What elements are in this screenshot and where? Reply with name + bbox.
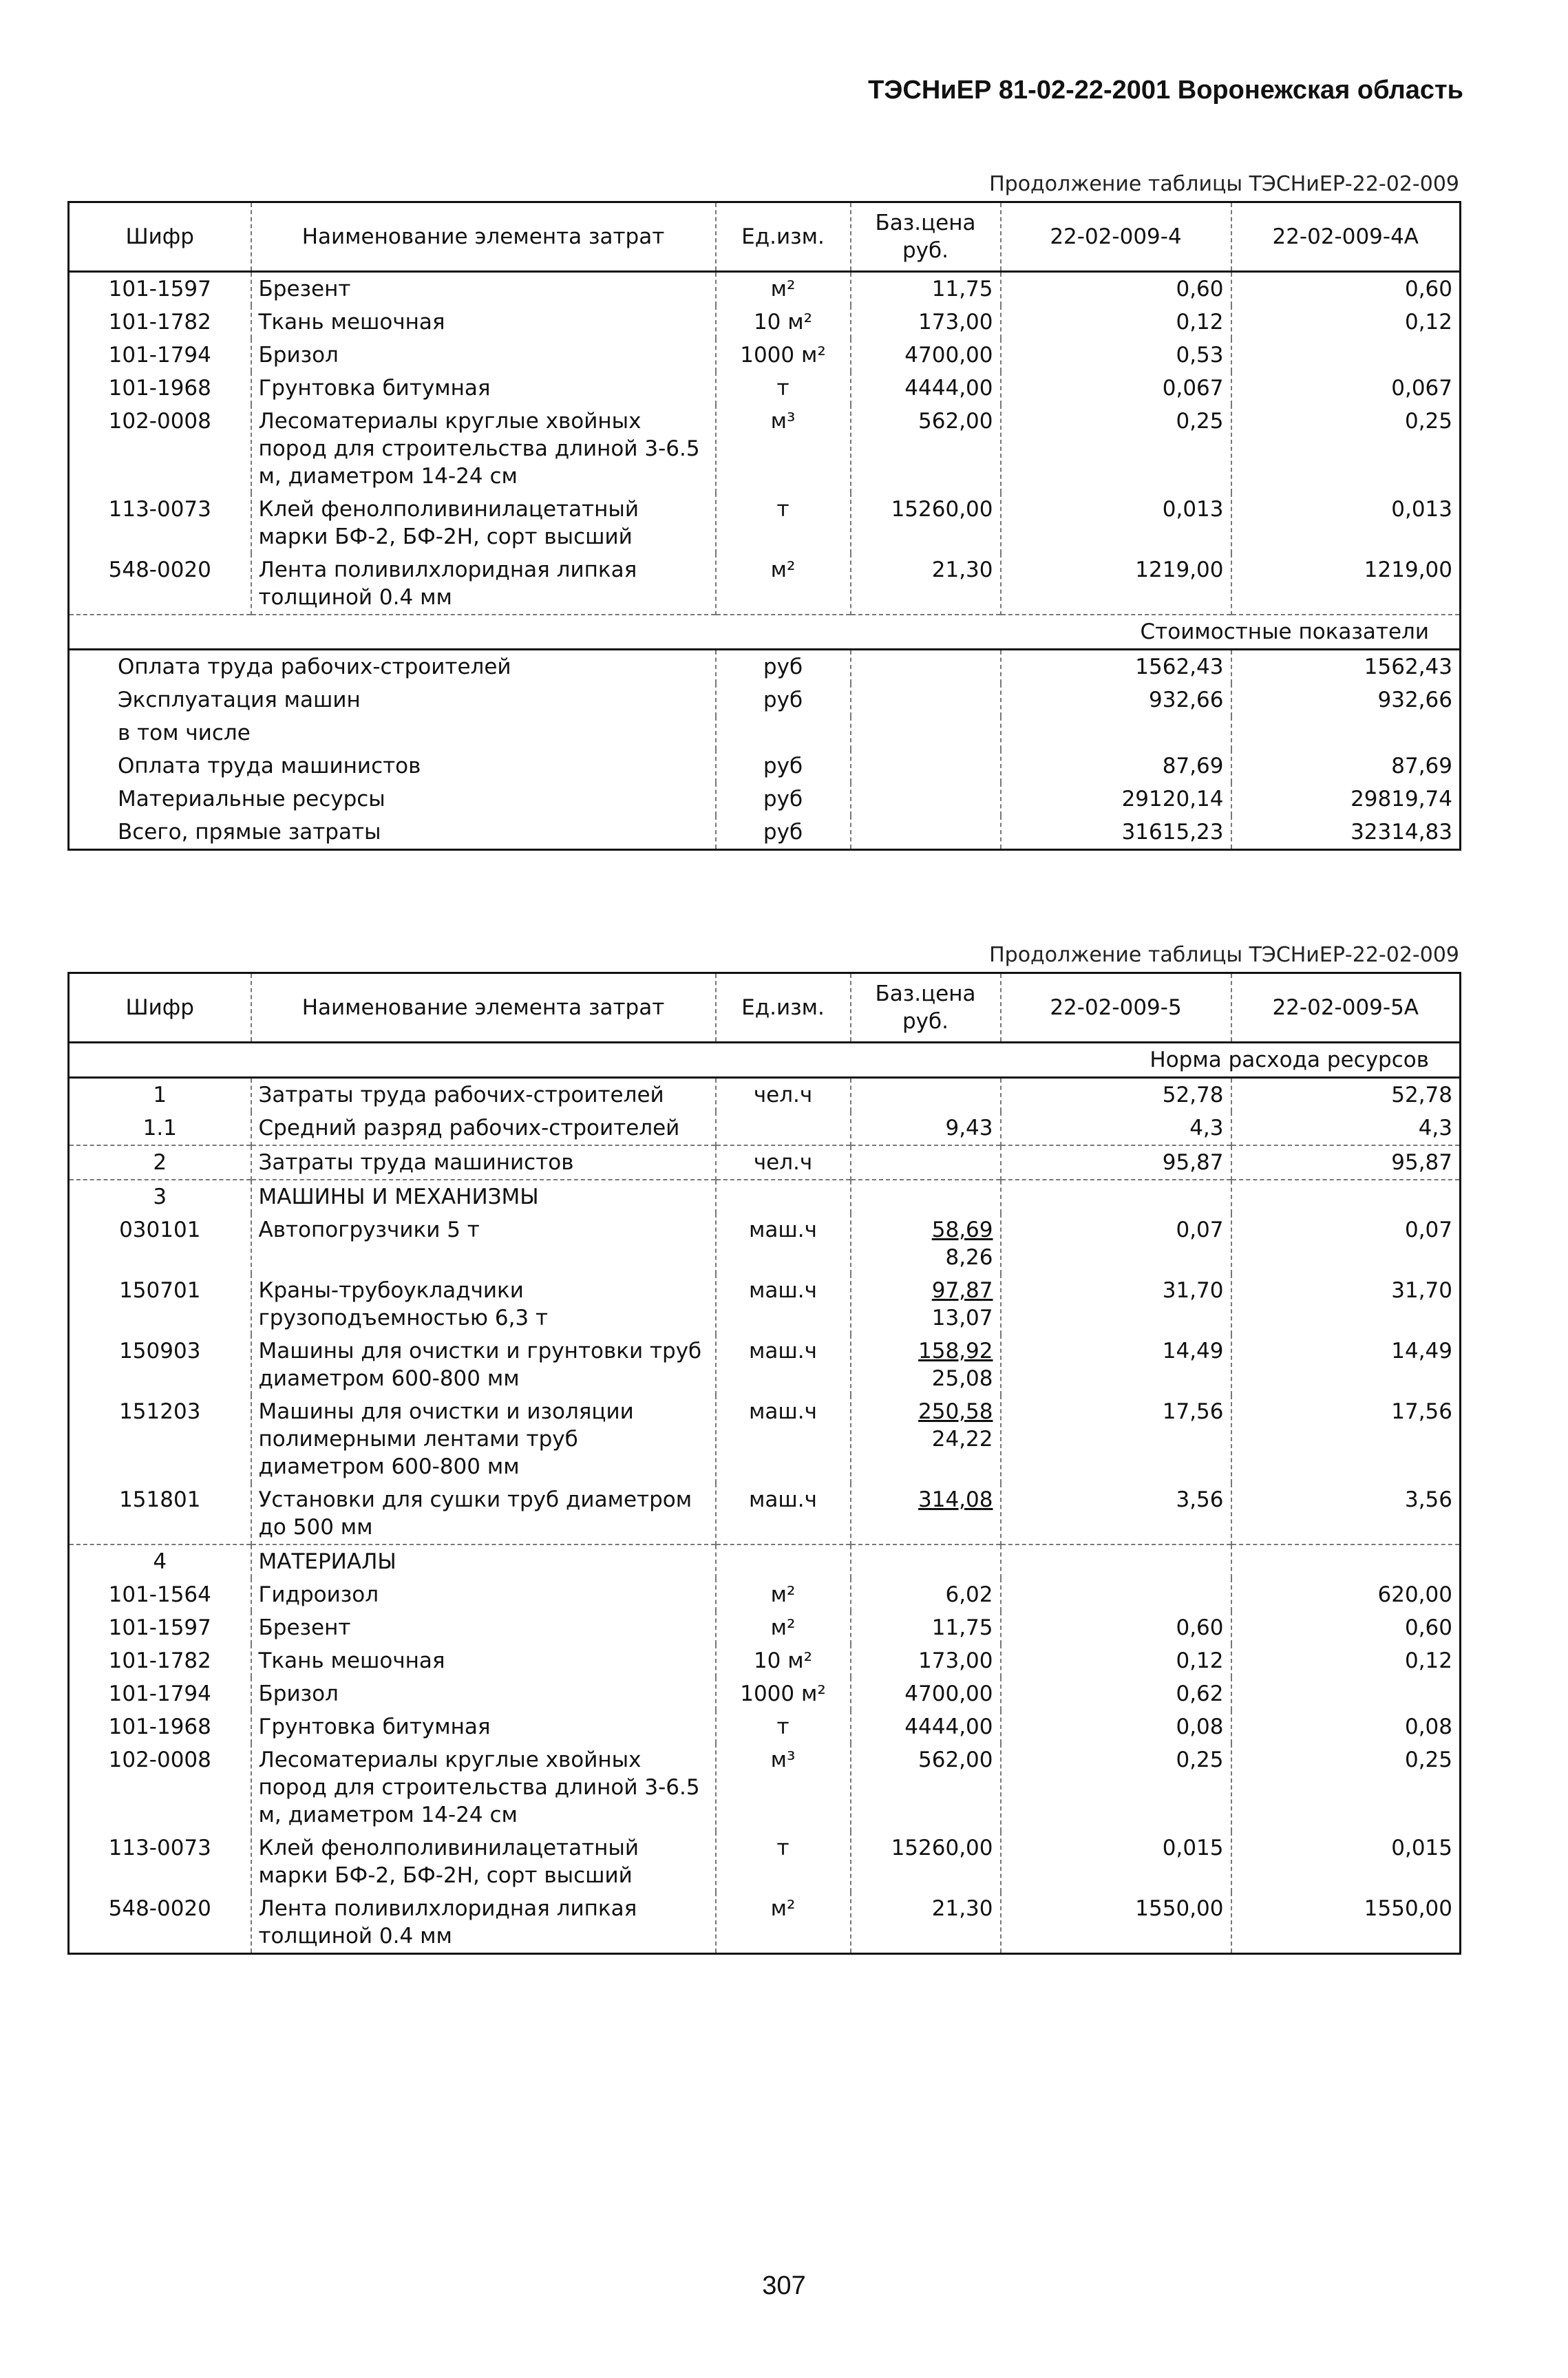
cell-code: 150701: [119, 1278, 201, 1303]
table2-caption: Продолжение таблицы ТЭСНиЕР-22-02-009: [989, 943, 1459, 967]
table-row: [69, 1611, 1461, 1644]
table-row: [69, 1395, 1461, 1483]
cell-unit: чел.ч: [716, 1078, 851, 1112]
cell-value: [851, 716, 1001, 750]
table-row: [69, 1335, 1461, 1395]
table-row: [69, 1274, 1461, 1335]
col-header-norm-a: 22-02-009-5: [1001, 973, 1231, 1043]
cell-value: [1231, 339, 1461, 372]
cell-code: 2: [69, 1145, 251, 1180]
cell-value: 21,30: [851, 1892, 1001, 1954]
table-row: [69, 272, 1461, 306]
cell-unit: руб: [716, 816, 851, 850]
cell-value: 0,53: [1001, 339, 1231, 372]
machinist-wage: 24,22: [931, 1427, 993, 1452]
cell-value: 620,00: [1231, 1578, 1461, 1611]
cell-unit: 1000 м²: [716, 1677, 851, 1710]
table-row: [69, 716, 1461, 750]
cell-unit: 1000 м²: [716, 339, 851, 372]
cell-value: [1231, 716, 1461, 750]
table-row: [69, 783, 1461, 816]
cell-unit: руб: [716, 783, 851, 816]
cell-value: 4444,00: [851, 372, 1001, 405]
cell-value: [1231, 1180, 1461, 1213]
cell-value: 0,12: [1001, 306, 1231, 339]
cell-unit: [716, 1112, 851, 1145]
cell-value: 17,56: [1001, 1395, 1231, 1483]
cell-value: [851, 1335, 1001, 1395]
table-row: [69, 306, 1461, 339]
cell-value: 4444,00: [851, 1710, 1001, 1743]
cell-value: 0,015: [1231, 1832, 1461, 1892]
cell-code: 151801: [119, 1487, 201, 1512]
table2: [67, 972, 1461, 1955]
cell-value: 0,25: [1231, 405, 1461, 493]
table-row: [69, 1078, 1461, 1112]
cell-value: 4700,00: [851, 1677, 1001, 1710]
cell-unit: руб: [716, 750, 851, 783]
cell-value: 1219,00: [1001, 553, 1231, 615]
cell-value: 95,87: [1001, 1145, 1231, 1180]
cell-name: Средний разряд рабочих-строителей: [251, 1112, 716, 1145]
table-row: [69, 372, 1461, 405]
cell-value: 17,56: [1231, 1395, 1461, 1483]
cell-value: 0,12: [1231, 306, 1461, 339]
cell-unit: [716, 1544, 851, 1578]
summary-label: в том числе: [118, 721, 251, 745]
section-title: МАШИНЫ И МЕХАНИЗМЫ: [251, 1180, 716, 1213]
cell-code: 101-1794: [108, 343, 211, 368]
machine-price: 250,58: [918, 1399, 993, 1424]
table-row: [69, 1145, 1461, 1180]
cell-value: 95,87: [1231, 1145, 1461, 1180]
cell-unit: маш.ч: [716, 1274, 851, 1335]
page-number: 307: [762, 2271, 806, 2300]
cell-name: Бризол: [251, 339, 716, 372]
table1: [67, 201, 1461, 851]
cell-value: 0,07: [1001, 1213, 1231, 1274]
cell-value: 14,49: [1231, 1335, 1461, 1395]
cell-unit: 10 м²: [716, 1644, 851, 1677]
cell-value: 1562,43: [1231, 650, 1461, 684]
cell-value: 0,12: [1231, 1644, 1461, 1677]
col-header-norm-b: 22-02-009-5А: [1231, 973, 1461, 1043]
cell-value: [851, 1145, 1001, 1180]
table-row: [69, 1578, 1461, 1611]
table1-caption: Продолжение таблицы ТЭСНиЕР-22-02-009: [989, 172, 1459, 196]
cell-value: 0,60: [1231, 272, 1461, 306]
cell-code: 101-1782: [108, 1648, 211, 1673]
cell-value: 11,75: [851, 1611, 1001, 1644]
cell-value: 15260,00: [851, 1832, 1001, 1892]
cell-name: Лента поливилхлоридная липкая толщиной 0.4 мм: [251, 553, 716, 615]
table-row: [69, 1112, 1461, 1145]
machinist-wage: 13,07: [931, 1306, 993, 1330]
cell-value: 4,3: [1001, 1112, 1231, 1145]
cell-value: 6,02: [851, 1578, 1001, 1611]
col-header-norm-a: 22-02-009-4: [1001, 202, 1231, 272]
cell-value: 1550,00: [1001, 1892, 1231, 1954]
document-title: ТЭСНиЕР 81-02-22-2001 Воронежская область: [868, 76, 1463, 105]
table-row: [69, 1043, 1461, 1078]
cell-unit: [716, 716, 851, 750]
machinist-wage: 8,26: [945, 1245, 993, 1270]
table-row: [69, 683, 1461, 716]
cell-unit: т: [716, 1832, 851, 1892]
cell-value: [1001, 1544, 1231, 1578]
cell-value: 0,60: [1001, 1611, 1231, 1644]
cell-value: 562,00: [851, 405, 1001, 493]
cell-value: [1001, 1180, 1231, 1213]
cell-code: 113-0073: [108, 1836, 211, 1860]
cell-value: 173,00: [851, 1644, 1001, 1677]
summary-label: Эксплуатация машин: [118, 688, 361, 712]
machine-price: 97,87: [931, 1278, 993, 1303]
cell-code: 101-1564: [108, 1582, 211, 1607]
cell-unit: т: [716, 372, 851, 405]
cell-value: [851, 650, 1001, 684]
cell-value: 173,00: [851, 306, 1001, 339]
table-row: [69, 405, 1461, 493]
section-title: МАТЕРИАЛЫ: [251, 1544, 716, 1578]
cell-name: Грунтовка битумная: [251, 1710, 716, 1743]
cell-value: 562,00: [851, 1743, 1001, 1832]
table-row: [69, 1892, 1461, 1954]
machine-price: 314,08: [918, 1487, 993, 1512]
cell-name: Установки для сушки труб диаметром до 500 мм: [251, 1483, 716, 1544]
cell-name: Машины для очистки и изоляции полимерными лентами труб диаметром 600-800 мм: [251, 1395, 716, 1483]
cell-value: 0,60: [1231, 1611, 1461, 1644]
cell-code: 548-0020: [108, 558, 211, 582]
table-row: [69, 493, 1461, 553]
cell-value: [1001, 1578, 1231, 1611]
cell-value: [1231, 1677, 1461, 1710]
table-row: [69, 816, 1461, 850]
cell-unit: т: [716, 493, 851, 553]
col-header-unit: Ед.изм.: [716, 202, 851, 272]
cell-value: 0,07: [1231, 1213, 1461, 1274]
table-row: [69, 1710, 1461, 1743]
cell-code: 150903: [119, 1339, 201, 1363]
cell-value: [851, 1544, 1001, 1578]
cell-name: Автопогрузчики 5 т: [251, 1213, 716, 1274]
cell-unit: м³: [716, 405, 851, 493]
cell-value: 0,013: [1001, 493, 1231, 553]
cell-value: 29120,14: [1001, 783, 1231, 816]
cell-value: 932,66: [1001, 683, 1231, 716]
table-row: [69, 1213, 1461, 1274]
summary-label: Материальные ресурсы: [118, 787, 385, 811]
machine-price: 158,92: [918, 1339, 993, 1363]
cell-value: 1562,43: [1001, 650, 1231, 684]
cell-unit: маш.ч: [716, 1395, 851, 1483]
cell-value: 31,70: [1001, 1274, 1231, 1335]
cell-name: Ткань мешочная: [251, 306, 716, 339]
cell-value: 21,30: [851, 553, 1001, 615]
cell-value: [851, 1180, 1001, 1213]
cell-unit: 10 м²: [716, 306, 851, 339]
cell-name: Лесоматериалы круглые хвойных пород для строительства длиной 3-6.5 м, диаметром 14-24 см: [251, 1743, 716, 1832]
cell-unit: м²: [716, 272, 851, 306]
cell-value: 0,015: [1001, 1832, 1231, 1892]
cell-value: [851, 1395, 1001, 1483]
cell-value: 29819,74: [1231, 783, 1461, 816]
cell-value: [851, 1483, 1001, 1544]
summary-label: Оплата труда рабочих-строителей: [69, 650, 716, 684]
col-header-code: Шифр: [69, 973, 251, 1043]
cell-code: 101-1597: [108, 277, 211, 301]
resource-norm-banner: Норма расхода ресурсов: [69, 1043, 1461, 1078]
cell-value: 31615,23: [1001, 816, 1231, 850]
cell-value: [851, 683, 1001, 716]
cell-value: 0,60: [1001, 272, 1231, 306]
cell-value: [851, 750, 1001, 783]
table-row: [69, 1544, 1461, 1578]
cell-code: 101-1968: [108, 1715, 211, 1739]
cell-value: 4700,00: [851, 339, 1001, 372]
cell-unit: маш.ч: [716, 1213, 851, 1274]
cell-code: 4: [69, 1544, 251, 1578]
cell-name: Затраты труда машинистов: [251, 1145, 716, 1180]
cell-value: 0,12: [1001, 1644, 1231, 1677]
cell-unit: чел.ч: [716, 1145, 851, 1180]
cell-code: 1: [69, 1078, 251, 1112]
table1-header-row: [69, 202, 1461, 272]
cell-name: Клей фенолполивинилацетатный марки БФ-2, БФ-2Н, сорт высший: [251, 493, 716, 553]
col-header-norm-b: 22-02-009-4А: [1231, 202, 1461, 272]
table-row: [69, 1743, 1461, 1832]
cell-value: 31,70: [1231, 1274, 1461, 1335]
col-header-price: Баз.цена руб.: [851, 973, 1001, 1043]
cell-code: 101-1597: [108, 1615, 211, 1640]
cell-code: 102-0008: [108, 1748, 211, 1772]
table-row: [69, 339, 1461, 372]
col-header-code: Шифр: [69, 202, 251, 272]
machinist-wage: 25,08: [931, 1366, 993, 1391]
cell-unit: т: [716, 1710, 851, 1743]
cell-name: Краны-трубоукладчики грузоподъемностью 6,3 т: [251, 1274, 716, 1335]
cell-unit: [716, 1180, 851, 1213]
col-header-name: Наименование элемента затрат: [251, 202, 716, 272]
cell-value: 0,067: [1001, 372, 1231, 405]
cell-value: [1231, 1544, 1461, 1578]
cell-name: Лесоматериалы круглые хвойных пород для строительства длиной 3-6.5 м, диаметром 14-24 см: [251, 405, 716, 493]
cell-code: 3: [69, 1180, 251, 1213]
cell-value: 0,25: [1001, 405, 1231, 493]
cell-value: 4,3: [1231, 1112, 1461, 1145]
cell-code: 101-1794: [108, 1681, 211, 1706]
cell-value: 87,69: [1231, 750, 1461, 783]
table-row: [69, 1483, 1461, 1544]
cell-unit: маш.ч: [716, 1483, 851, 1544]
cell-value: [851, 816, 1001, 850]
table2-header-row: [69, 973, 1461, 1043]
cell-name: Затраты труда рабочих-строителей: [251, 1078, 716, 1112]
cell-code: 1.1: [142, 1116, 177, 1140]
cell-code: 030101: [119, 1218, 201, 1242]
table-row: [69, 1832, 1461, 1892]
cell-value: [851, 1078, 1001, 1112]
table-row: [69, 1180, 1461, 1213]
cell-value: 0,25: [1231, 1743, 1461, 1832]
cell-value: [851, 1274, 1001, 1335]
cell-name: Брезент: [251, 272, 716, 306]
col-header-unit: Ед.изм.: [716, 973, 851, 1043]
cost-indicators-banner: Стоимостные показатели: [69, 615, 1461, 650]
cell-name: Машины для очистки и грунтовки труб диаметром 600-800 мм: [251, 1335, 716, 1395]
summary-label: Оплата труда машинистов: [118, 754, 421, 778]
cell-value: 32314,83: [1231, 816, 1461, 850]
cell-code: 548-0020: [108, 1896, 211, 1921]
machine-price: 58,69: [931, 1218, 993, 1242]
cell-unit: руб: [716, 683, 851, 716]
cell-value: 52,78: [1001, 1078, 1231, 1112]
cell-value: [1001, 716, 1231, 750]
table-row: [69, 650, 1461, 684]
cell-value: 1550,00: [1231, 1892, 1461, 1954]
cell-name: Брезент: [251, 1611, 716, 1644]
summary-label: Всего, прямые затраты: [118, 820, 381, 845]
cell-unit: м²: [716, 553, 851, 615]
cell-value: [851, 1213, 1001, 1274]
cell-name: Бризол: [251, 1677, 716, 1710]
cell-value: 932,66: [1231, 683, 1461, 716]
cell-code: 102-0008: [108, 409, 211, 434]
cell-unit: м²: [716, 1892, 851, 1954]
cell-name: Грунтовка битумная: [251, 372, 716, 405]
cell-value: 11,75: [851, 272, 1001, 306]
cell-value: 0,08: [1231, 1710, 1461, 1743]
col-header-name: Наименование элемента затрат: [251, 973, 716, 1043]
col-header-price: Баз.цена руб.: [851, 202, 1001, 272]
cell-value: 14,49: [1001, 1335, 1231, 1395]
cell-value: 0,013: [1231, 493, 1461, 553]
cell-name: Клей фенолполивинилацетатный марки БФ-2, БФ-2Н, сорт высший: [251, 1832, 716, 1892]
cell-value: 87,69: [1001, 750, 1231, 783]
cell-unit: маш.ч: [716, 1335, 851, 1395]
cell-code: 151203: [119, 1399, 201, 1424]
cell-value: 3,56: [1001, 1483, 1231, 1544]
table-row: [69, 1644, 1461, 1677]
cell-unit: м²: [716, 1578, 851, 1611]
cell-value: 9,43: [851, 1112, 1001, 1145]
table-row: [69, 750, 1461, 783]
table-row: [69, 553, 1461, 615]
cell-unit: м²: [716, 1611, 851, 1644]
cell-value: 0,067: [1231, 372, 1461, 405]
cell-name: Ткань мешочная: [251, 1644, 716, 1677]
cell-value: 1219,00: [1231, 553, 1461, 615]
cell-value: 0,25: [1001, 1743, 1231, 1832]
cell-unit: м³: [716, 1743, 851, 1832]
cell-code: 113-0073: [108, 497, 211, 522]
cell-value: [851, 783, 1001, 816]
cell-value: 15260,00: [851, 493, 1001, 553]
cell-code: 101-1968: [108, 376, 211, 401]
cell-name: Гидроизол: [251, 1578, 716, 1611]
cell-value: 0,62: [1001, 1677, 1231, 1710]
cell-value: 3,56: [1231, 1483, 1461, 1544]
cell-value: 0,08: [1001, 1710, 1231, 1743]
cell-code: 101-1782: [108, 310, 211, 335]
cell-unit: руб: [716, 650, 851, 684]
table-row: [69, 615, 1461, 650]
cell-name: Лента поливилхлоридная липкая толщиной 0.4 мм: [251, 1892, 716, 1954]
cell-value: 52,78: [1231, 1078, 1461, 1112]
table-row: [69, 1677, 1461, 1710]
